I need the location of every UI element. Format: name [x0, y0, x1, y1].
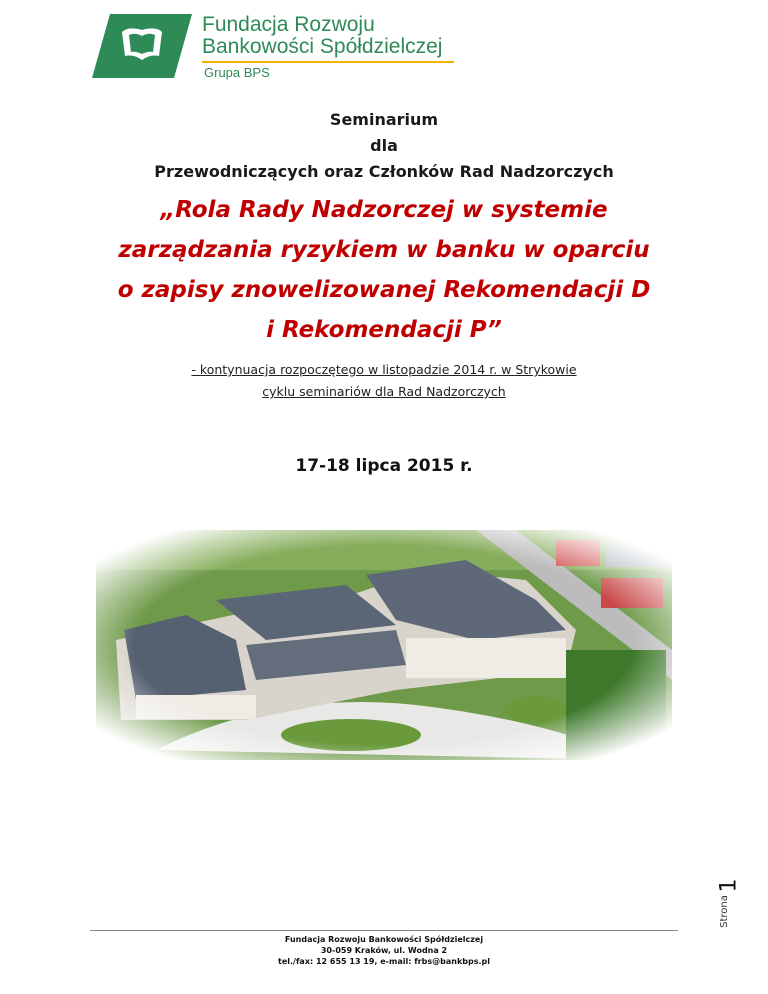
page-number: 1 [716, 878, 742, 893]
page-label: Strona [718, 895, 730, 928]
heading-audience: Przewodniczących oraz Członków Rad Nadzorczych [154, 162, 614, 181]
title-line: „Rola Rady Nadzorczej w systemie [160, 197, 608, 223]
logo-name-line2: Bankowości Spółdzielczej [202, 35, 443, 58]
footer-contact: tel./fax: 12 655 13 19, e-mail: frbs@bankbps.pl [278, 957, 490, 966]
seminar-title [90, 190, 678, 350]
footer-address: 30-059 Kraków, ul. Wodna 2 [320, 946, 448, 955]
title-line: i Rekomendacji P” [266, 317, 502, 343]
subtitle-line1: - kontynuacja rozpoczętego w listopadzie 2014 r. w Strykowie [191, 362, 577, 377]
logo-divider [202, 61, 454, 63]
logo-name-line1: Fundacja Rozwoju [202, 13, 375, 36]
logo-group-name: Grupa BPS [204, 65, 270, 80]
footer-org: Fundacja Rozwoju Bankowości Spółdzielczej [284, 935, 484, 944]
heading-for: dla [370, 136, 398, 155]
logo [92, 14, 457, 80]
title-line: o zapisy znowelizowanej Rekomendacji D [117, 277, 651, 303]
heading-seminar: Seminarium [329, 110, 439, 129]
subtitle-line2: cyklu seminariów dla Rad Nadzorczych [262, 384, 506, 399]
footer-divider [90, 930, 678, 931]
event-date: 17-18 lipca 2015 r. [295, 456, 473, 476]
title-line: zarządzania ryzykiem w banku w oparciu [118, 237, 650, 263]
logo-emblem-icon [92, 14, 192, 78]
page-number-area [716, 870, 742, 930]
venue-aerial-photo [96, 530, 672, 760]
